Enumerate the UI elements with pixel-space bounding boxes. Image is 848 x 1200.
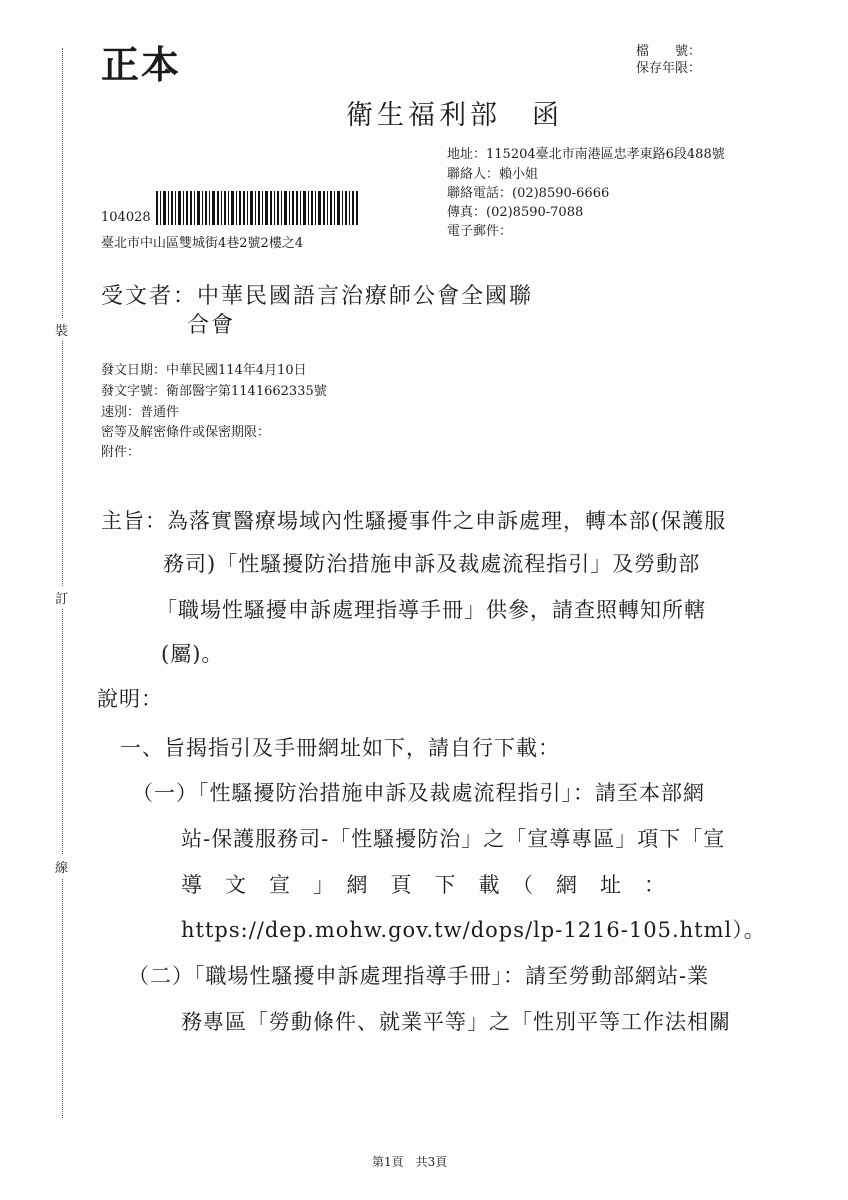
sub-item-1-line-2: 站-保護服務司-「性騷擾防治」之「宣導專區」項下「宣 <box>181 827 726 851</box>
explanation-item-1: 一、旨揭指引及手冊網址如下，請自行下載： <box>120 736 560 760</box>
postal-code: 104028 <box>101 210 151 225</box>
subject-line-4: (屬)。 <box>161 642 224 666</box>
recipient-line-2: 合會 <box>187 313 236 338</box>
delivery-speed: 速別：普通件 <box>101 405 180 420</box>
sender-contact: 聯絡人：賴小姐 <box>447 167 539 182</box>
sub-item-1-line-3: 導 文 宣 」 網 頁 下 載 （ 網 址 ： <box>181 873 666 897</box>
recipient-address: 臺北市中山區雙城街4巷2號2樓之4 <box>101 236 304 251</box>
explanation-label: 說明： <box>97 687 163 711</box>
sub-item-1-line-4: https://dep.mohw.gov.tw/dops/lp-1216-105.html）。 <box>181 918 766 942</box>
sender-address: 地址：115204臺北市南港區忠孝東路6段488號 <box>447 147 725 162</box>
sub-item-2-line-1: （二）「職場性騷擾申訴處理指導手冊」：請至勞動部網站-業 <box>128 964 710 988</box>
binding-mark-1: 裝 <box>55 318 68 341</box>
security-level: 密等及解密條件或保密期限： <box>101 425 271 440</box>
page-number: 第1頁 共3頁 <box>372 1155 448 1169</box>
sub-item-2-line-2: 務專區「勞動條件、就業平等」之「性別平等工作法相關 <box>181 1010 731 1034</box>
file-number-label: 檔 號： <box>636 44 702 59</box>
original-copy-stamp: 正本 <box>101 42 182 87</box>
binding-mark-2: 訂 <box>55 586 68 609</box>
document-title: 衛生福利部 函 <box>346 100 563 131</box>
attachments: 附件： <box>101 445 141 460</box>
sender-email: 電子郵件： <box>447 224 513 239</box>
subject-line-1: 主旨：為落實醫療場域內性騷擾事件之申訴處理，轉本部(保護服 <box>101 509 727 533</box>
subject-line-2: 務司)「性騷擾防治措施申訴及裁處流程指引」及勞動部 <box>163 552 701 576</box>
recipient-line-1: 受文者：中華民國語言治療師公會全國聯 <box>101 284 534 309</box>
sender-phone: 聯絡電話：(02)8590-6666 <box>447 186 610 201</box>
issue-date: 發文日期：中華民國114年4月10日 <box>101 363 307 378</box>
postal-barcode <box>156 191 358 225</box>
document-number: 發文字號：衛部醫字第1141662335號 <box>101 384 327 399</box>
sender-fax: 傳真：(02)8590-7088 <box>447 205 584 220</box>
subject-line-3: 「職場性騷擾申訴處理指導手冊」供參，請查照轉知所轄 <box>156 598 706 622</box>
sub-item-1-line-1: （一）「性騷擾防治措施申訴及裁處流程指引」：請至本部網 <box>132 781 705 805</box>
binding-mark-3: 線 <box>55 855 68 878</box>
retention-label: 保存年限： <box>636 61 702 76</box>
binding-line <box>62 48 63 1118</box>
